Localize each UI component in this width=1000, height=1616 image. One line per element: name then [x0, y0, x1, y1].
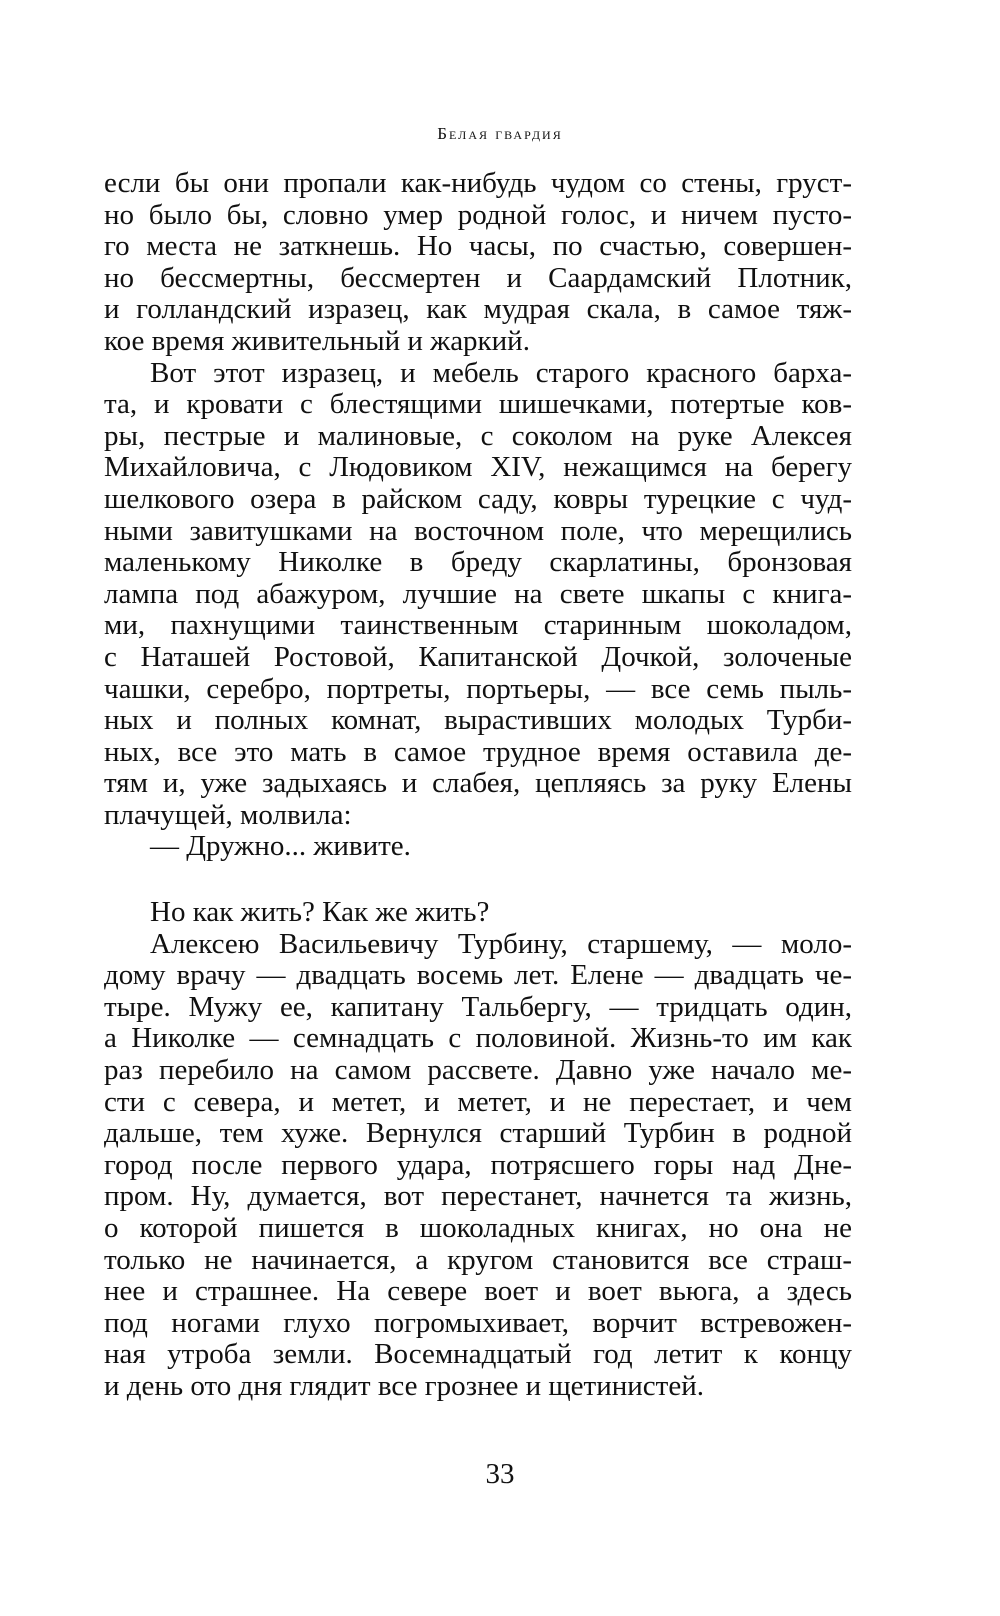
text-line: дальше, тем хуже. Вернулся старший Турбин в родной	[104, 1117, 852, 1150]
text-line: под ногами глухо погромыхивает, ворчит встревожен-	[104, 1306, 852, 1339]
text-line: но бессмертны, бессмертен и Саардамский Плотник,	[104, 261, 852, 294]
text-line: дому врачу — двадцать восемь лет. Елене — двадцать че-	[104, 959, 852, 992]
text-line: ная утроба земли. Восемнадцатый год летит к концу	[104, 1338, 852, 1371]
text-line: плачущей, молвила:	[104, 798, 352, 831]
text-line: шелкового озера в райском саду, ковры турецкие с чуд-	[104, 482, 852, 515]
text-line: Вот этот изразец, и мебель старого красного барха-	[150, 356, 852, 389]
text-line: Но как жить? Как же жить?	[150, 896, 490, 929]
text-line: кое время живительный и жаркий.	[104, 324, 530, 357]
text-line: только не начинается, а кругом становится все страш-	[104, 1243, 852, 1276]
text-line: ми, пахнущими таинственным старинным шоколадом,	[104, 609, 852, 642]
text-line: о которой пишется в шоколадных книгах, но она не	[104, 1212, 852, 1244]
text-line: пром. Ну, думается, вот перестанет, начнется та жизнь,	[104, 1180, 852, 1213]
text-line: Михайловича, с Людовиком XIV, нежащимся на берегу	[104, 451, 852, 484]
text-line: раз перебило на самом рассвете. Давно уже начало ме-	[104, 1054, 852, 1087]
text-line: го места не заткнешь. Но часы, по счастью, совершен-	[104, 230, 852, 263]
text-line: город после первого удара, потрясшего горы над Дне-	[104, 1148, 852, 1181]
text-line: тыре. Мужу ее, капитану Тальбергу, — тридцать один,	[104, 990, 852, 1023]
dialogue-line: — Дружно... живите.	[150, 830, 411, 863]
text-line: и день ото дня глядит все грознее и щетинистей.	[104, 1369, 704, 1402]
text-line: ры, пестрые и малиновые, с соколом на руке Алексея	[104, 419, 852, 452]
text-line: ных, все это мать в самое трудное время оставила де-	[104, 735, 852, 768]
text-line: ных и полных комнат, вырастивших молодых Турби-	[104, 704, 852, 737]
running-title: Белая гвардия	[437, 124, 563, 143]
text-line: тям и, уже задыхаясь и слабея, цепляясь за руку Елены	[104, 767, 852, 800]
section-break	[104, 863, 852, 897]
page-number: 33	[485, 1458, 515, 1490]
text-line: Алексею Васильевичу Турбину, старшему, — моло-	[150, 927, 852, 960]
text-line: нее и страшнее. На севере воет и воет вьюга, а здесь	[104, 1275, 852, 1308]
text-line: а Николке — семнадцать с половиной. Жизнь-то им как	[104, 1022, 852, 1055]
text-line: чашки, серебро, портреты, портьеры, — все семь пыль-	[104, 672, 852, 705]
body-text	[104, 168, 852, 1403]
text-line: и голландский изразец, как мудрая скала, в самое тяж-	[104, 293, 852, 326]
text-line: сти с севера, и метет, и метет, и не перестает, и чем	[104, 1085, 852, 1118]
text-line: маленькому Николке в бреду скарлатины, бронзовая	[104, 546, 852, 579]
text-line: если бы они пропали как-нибудь чудом со стены, груст-	[104, 167, 852, 199]
text-line: с Наташей Ростовой, Капитанской Дочкой, золоченые	[104, 640, 852, 673]
text-line: но было бы, словно умер родной голос, и ничем пусто-	[104, 198, 852, 231]
text-line: ными завитушками на восточном поле, что мерещились	[104, 514, 852, 547]
text-line: та, и кровати с блестящими шишечками, потертые ков-	[104, 388, 852, 421]
text-line: лампа под абажуром, лучшие на свете шкапы с книга-	[104, 577, 852, 610]
